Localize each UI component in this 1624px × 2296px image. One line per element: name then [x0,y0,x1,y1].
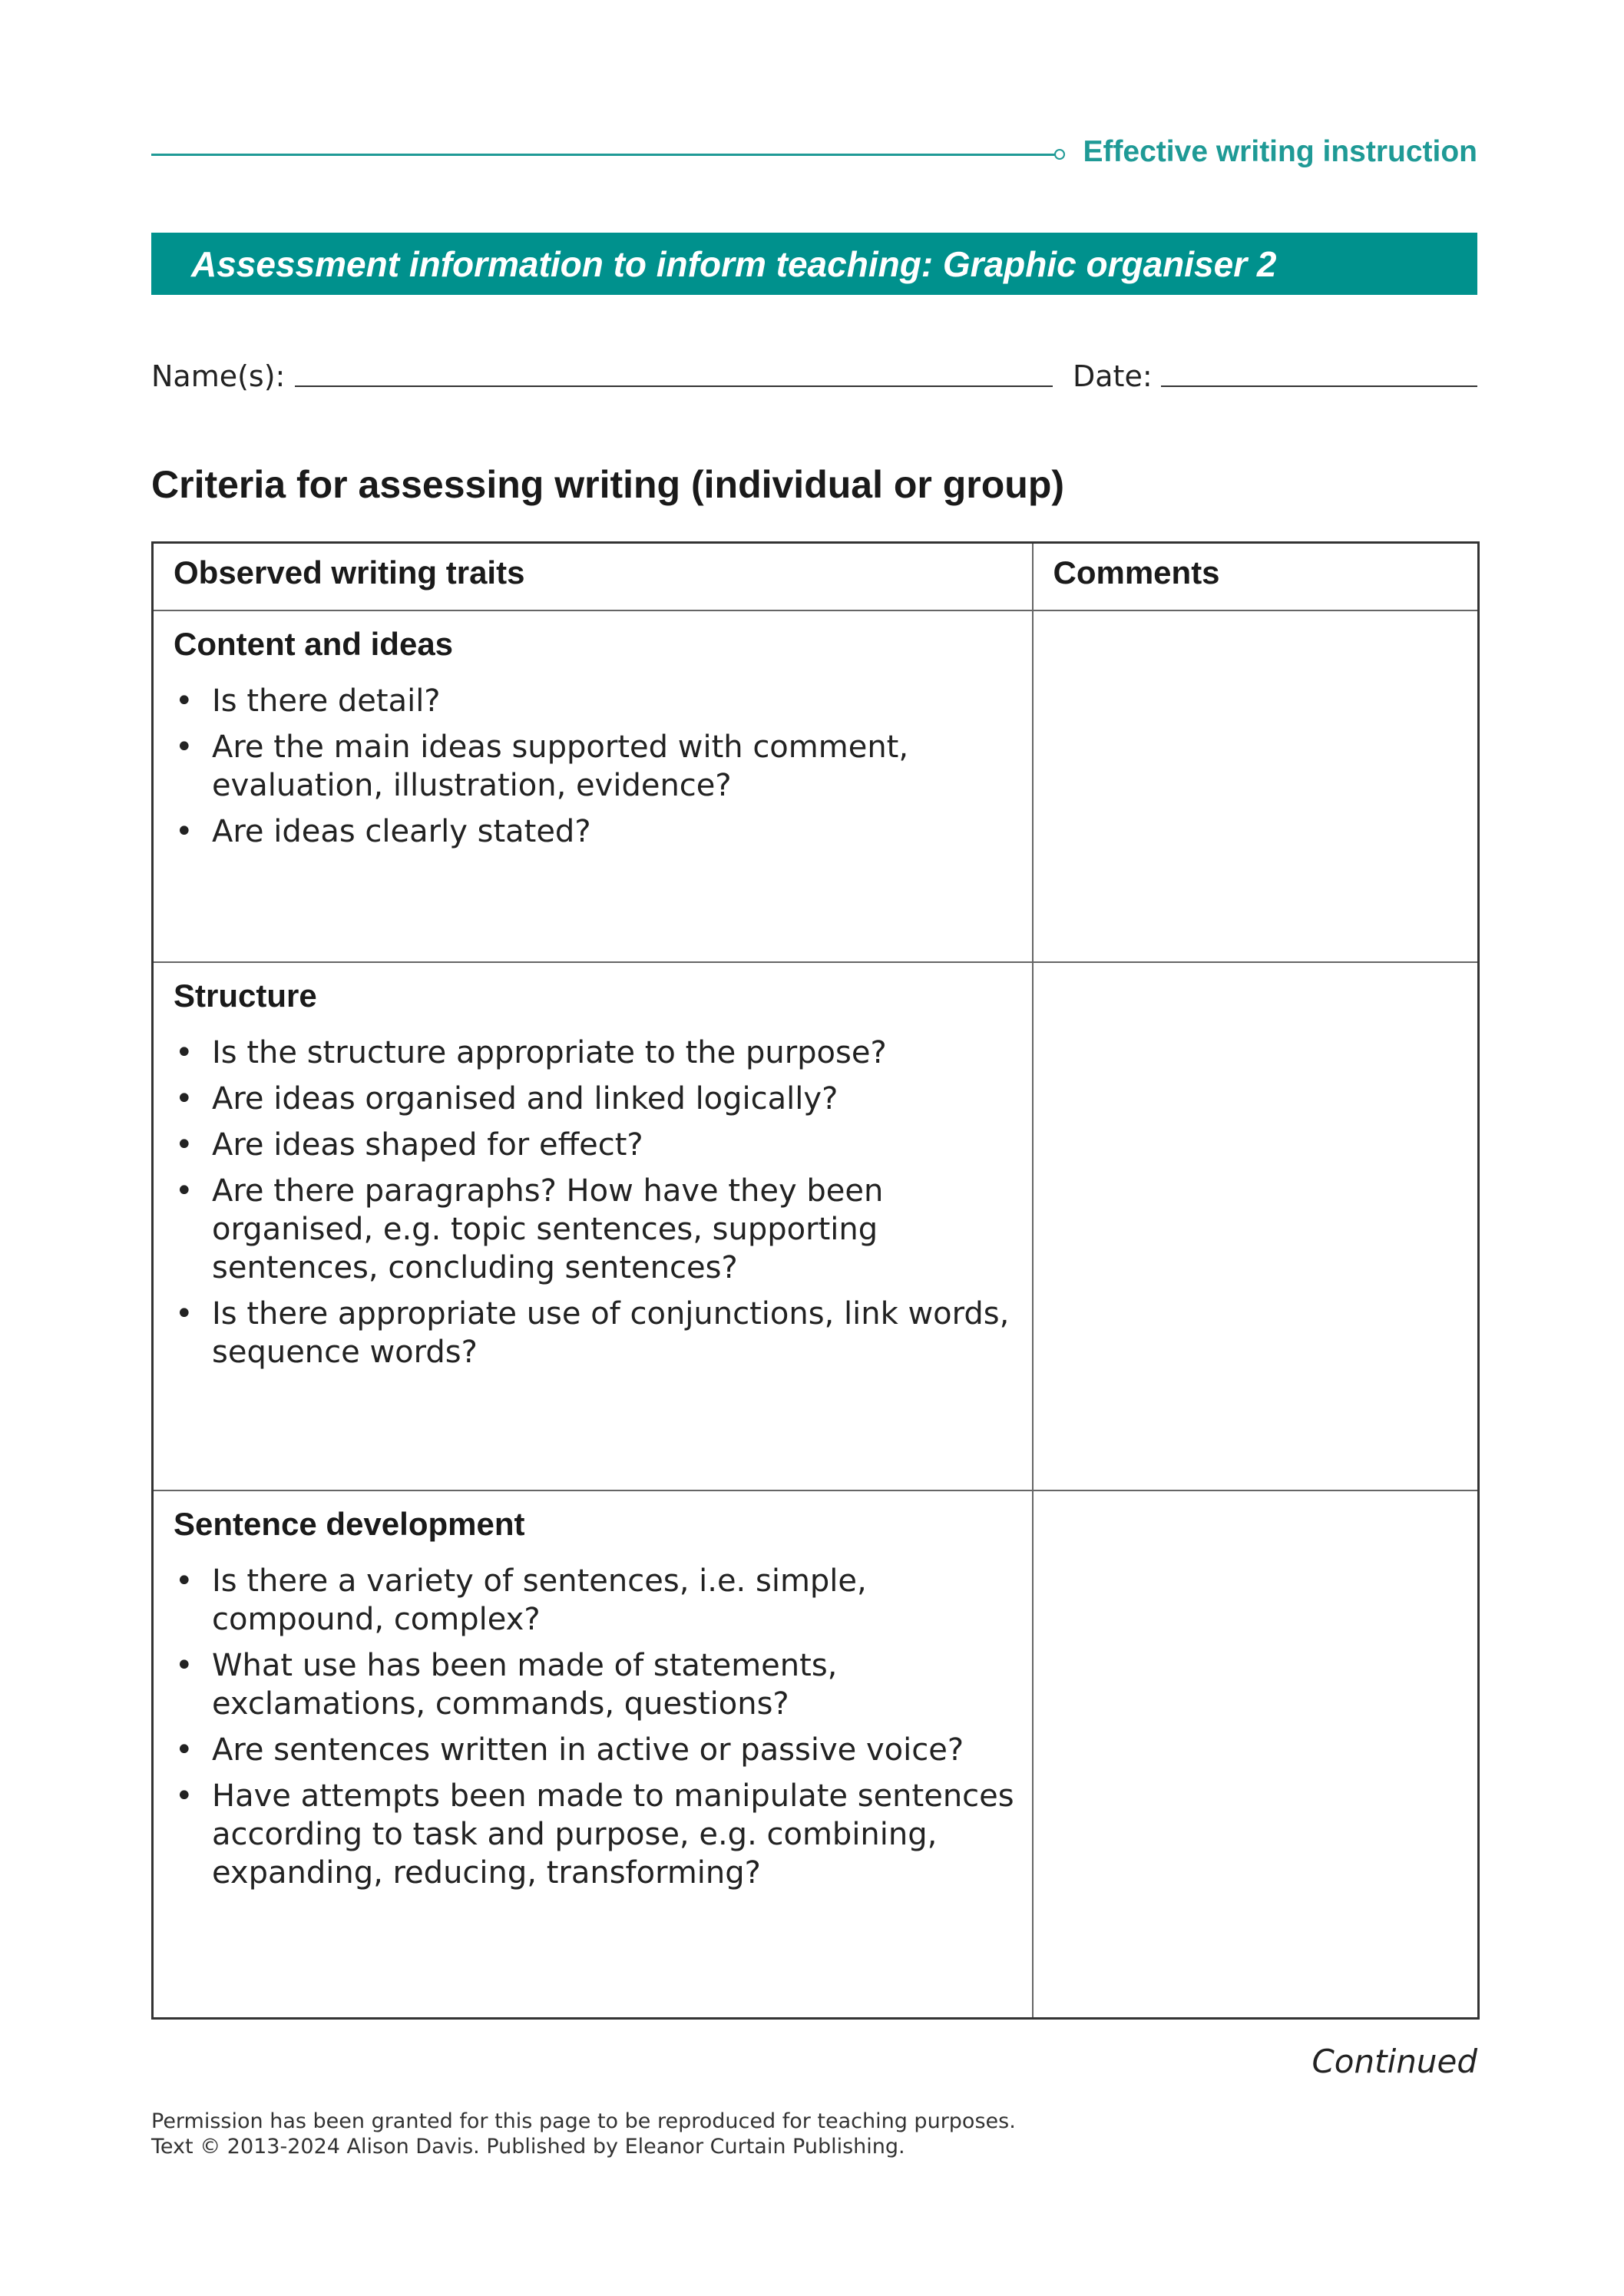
bullet-icon: • [175,1647,193,1683]
list-item-text: Is there a variety of sentences, i.e. simple, compound, complex? [212,1563,867,1637]
bullet-icon: • [175,1778,193,1814]
table-row-content-and-ideas [153,610,1479,962]
list-item-text: What use has been made of statements, exclamations, commands, questions? [212,1647,838,1722]
footer-copyright-text: Text © 2013-2024 Alison Davis. Published by Eleanor Curtain Publishing. [151,2135,905,2159]
list-item-text: Are ideas clearly stated? [212,813,591,849]
bullet-icon: • [175,683,193,719]
list-item [174,1646,1017,1723]
list-item [174,812,1017,851]
name-label: Name(s): [151,359,286,393]
comments-column-header: Comments [1033,543,1479,610]
bullet-icon: • [175,1295,193,1332]
trait-title: Content and ideas [174,625,454,662]
section-heading: Criteria for assessing writing (individual or group) [151,463,1065,506]
trait-cell [153,610,1033,962]
trait-list [174,1034,1017,1371]
list-item-text: Is the structure appropriate to the purpose? [212,1034,887,1070]
bullet-icon: • [175,1732,193,1768]
list-item-text: Are ideas shaped for effect? [212,1126,643,1163]
table-row-structure [153,962,1479,1490]
table-header-row [153,543,1479,610]
comments-cell[interactable] [1033,1490,1479,2019]
banner-title: Assessment information to inform teaching: Graphic organiser 2 [191,243,1277,284]
title-banner [151,233,1477,295]
list-item [174,1562,1017,1639]
running-title: Effective writing instruction [1083,135,1477,168]
list-item [174,1126,1017,1164]
footer-permission-text: Permission has been granted for this page to be reproduced for teaching purposes. [151,2109,1016,2133]
list-item [174,1034,1017,1072]
list-item [174,1295,1017,1371]
list-item [174,728,1017,805]
trait-list [174,682,1017,851]
date-field[interactable] [1161,385,1477,387]
trait-list [174,1562,1017,1892]
list-item [174,682,1017,720]
bullet-icon: • [175,1080,193,1117]
trait-cell [153,1490,1033,2019]
name-date-fields [151,355,1477,401]
comments-cell[interactable] [1033,962,1479,1490]
name-field[interactable] [295,385,1053,387]
comments-cell[interactable] [1033,610,1479,962]
trait-title: Structure [174,977,317,1014]
bullet-icon: • [175,1173,193,1209]
list-item-text: Are sentences written in active or passive voice? [212,1732,964,1768]
bullet-icon: • [175,813,193,849]
list-item-text: Have attempts been made to manipulate sentences according to task and purpose, e.g. combining, expanding, reducing, transforming? [212,1778,1014,1891]
list-item-text: Is there appropriate use of conjunctions, link words, sequence words? [212,1295,1010,1370]
list-item-text: Are there paragraphs? How have they been organised, e.g. topic sentences, supporting sentences, concluding sentences? [212,1173,884,1285]
bullet-icon: • [175,729,193,765]
list-item [174,1172,1017,1287]
date-label: Date: [1073,359,1153,393]
traits-column-header: Observed writing traits [153,543,1033,610]
table-row-sentence-development [153,1490,1479,2019]
list-item [174,1731,1017,1769]
bullet-icon: • [175,1126,193,1163]
bullet-icon: • [175,1563,193,1599]
list-item [174,1777,1017,1892]
continued-label: Continued [1311,2043,1477,2080]
criteria-table [151,541,1480,2020]
bullet-icon: • [175,1034,193,1070]
trait-cell [153,962,1033,1490]
list-item-text: Are ideas organised and linked logically? [212,1080,838,1117]
list-item [174,1080,1017,1118]
footer [151,2109,1016,2159]
list-item-text: Is there detail? [212,683,441,719]
list-item-text: Are the main ideas supported with comment, evaluation, illustration, evidence? [212,729,909,803]
trait-title: Sentence development [174,1505,525,1542]
header-rule [151,154,1056,156]
header-rule-end-dot [1054,149,1065,160]
